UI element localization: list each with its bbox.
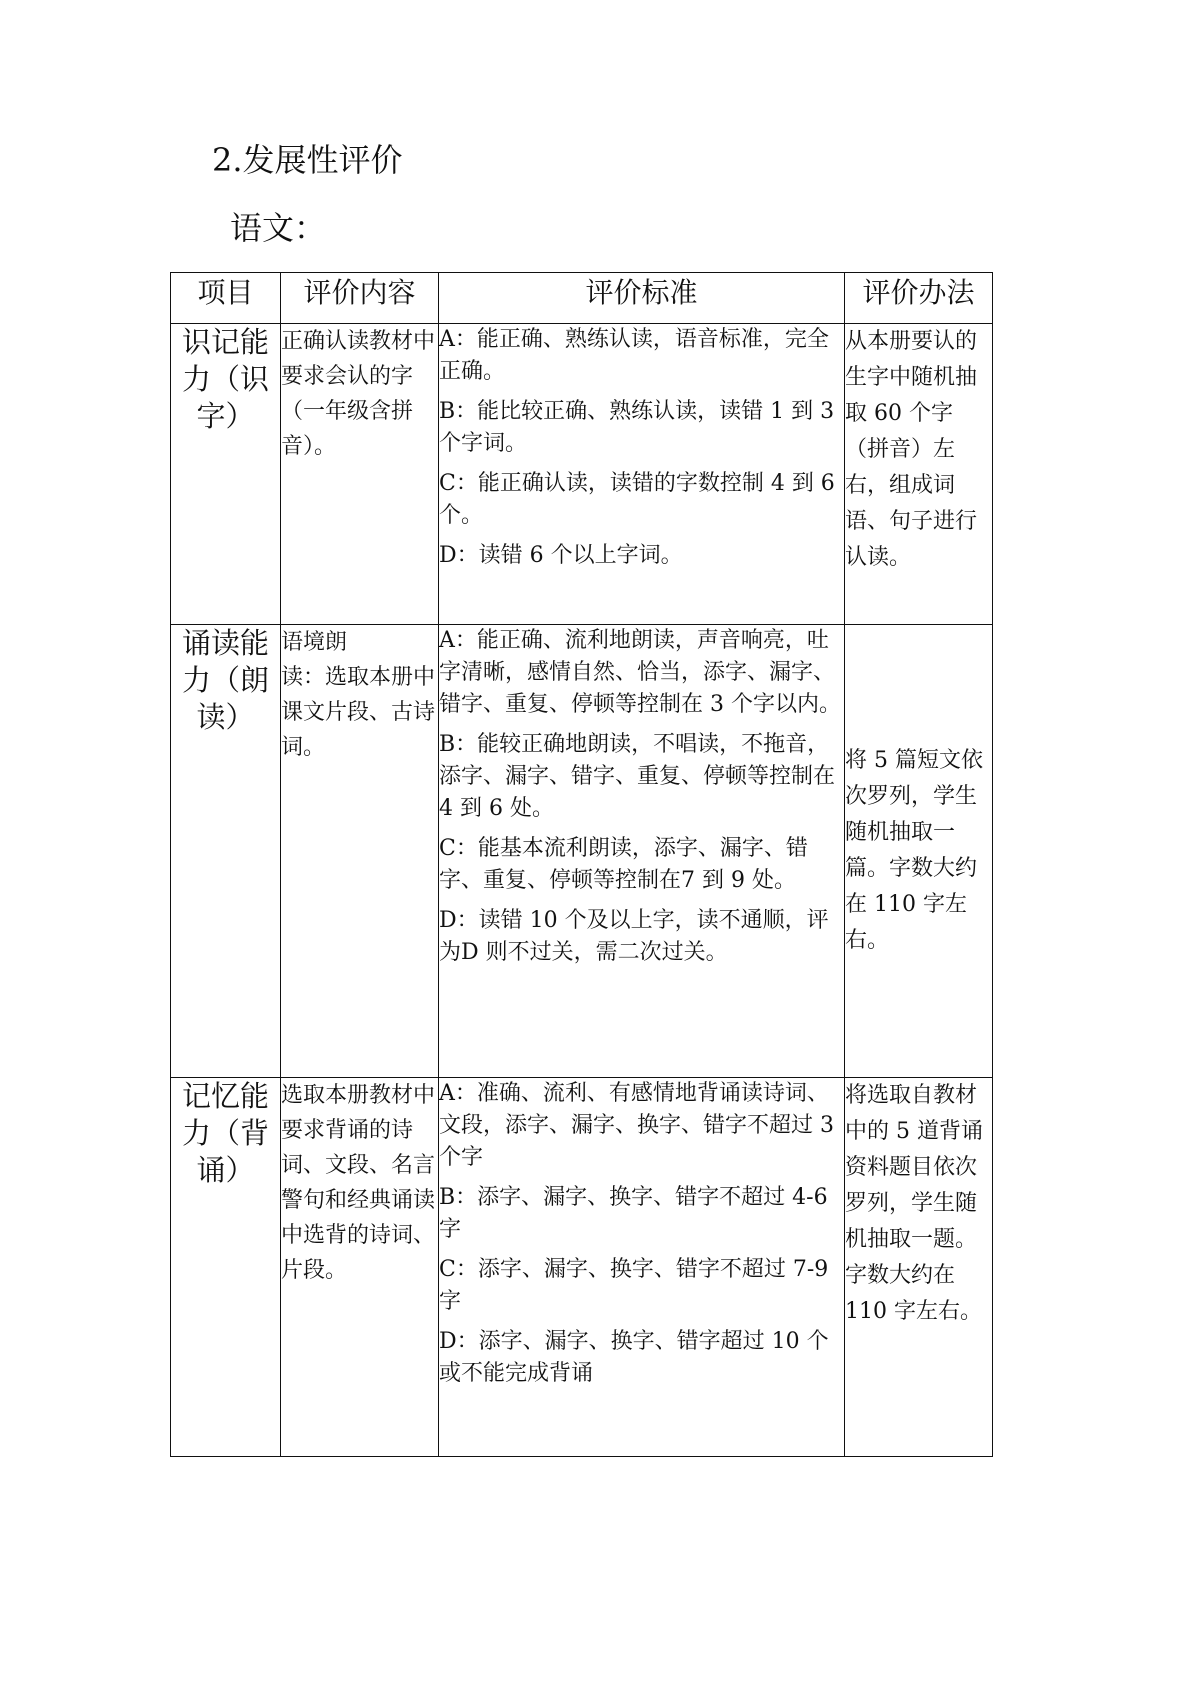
standard-b: B：能比较正确、熟练认读，读错 1 到 3 个字词。 xyxy=(439,399,835,456)
header-project: 项目 xyxy=(171,273,281,324)
standard-a: A：能正确、熟练认读，语音标准，完全正确。 xyxy=(439,327,829,384)
header-method: 评价办法 xyxy=(845,273,993,324)
standard-c: C：能基本流利朗读，添字、漏字、错字、重复、停顿等控制在7 到 9 处。 xyxy=(439,836,808,893)
method-cell: 将 5 篇短文依次罗列，学生随机抽取一篇。字数大约在 110 字左右。 xyxy=(845,625,993,1078)
content-cell xyxy=(281,1078,439,1457)
standard-d: D：读错 10 个及以上字，读不通顺，评为D 则不过关，需二次过关。 xyxy=(439,908,829,965)
header-standard: 评价标准 xyxy=(439,273,845,324)
standard-cell xyxy=(439,324,845,625)
project-cell: 诵读能力（朗读） xyxy=(171,625,281,1078)
table-row xyxy=(171,1078,993,1457)
table-header-row xyxy=(171,273,993,324)
section-heading: 2.发展性评价 xyxy=(212,141,403,179)
standard-d: D：读错 6 个以上字词。 xyxy=(439,543,683,568)
evaluation-table xyxy=(170,272,993,1457)
standard-cell xyxy=(439,1078,845,1457)
standard-b: B：添字、漏字、换字、错字不超过 4-6 字 xyxy=(439,1185,828,1242)
standard-b: B：能较正确地朗读，不唱读，不拖音，添字、漏字、错字、重复、停顿等控制在 4 到 6 处。 xyxy=(439,732,836,821)
standard-a: A：能正确、流利地朗读，声音响亮，吐字清晰，感情自然、恰当，添字、漏字、错字、重复、停顿等控制在 3 个字以内。 xyxy=(439,628,841,717)
standard-d: D：添字、漏字、换字、错字超过 10 个或不能完成背诵 xyxy=(439,1329,829,1386)
content-text: 语境朗 xyxy=(281,630,348,655)
method-cell: 从本册要认的生字中随机抽取 60 个字（拼音）左右，组成词语、句子进行认读。 xyxy=(845,324,993,625)
content-cell xyxy=(281,324,439,625)
content-text: 选取本册教材中要求背诵的诗词、文段、名言警句和经典诵读中选背的诗词、片段。 xyxy=(281,1083,436,1283)
header-content: 评价内容 xyxy=(281,273,439,324)
standard-c: C：添字、漏字、换字、错字不超过 7-9 字 xyxy=(439,1257,829,1314)
project-cell: 识记能力（识字） xyxy=(171,324,281,625)
content-text: 正确认读教材中要求会认的字（一年级含拼音）。 xyxy=(281,329,436,459)
table-row xyxy=(171,625,993,1078)
project-cell: 记忆能力（背诵） xyxy=(171,1078,281,1457)
table-row xyxy=(171,324,993,625)
content-cell xyxy=(281,625,439,1078)
standard-cell xyxy=(439,625,845,1078)
content-text: 读：选取本册中课文片段、古诗词。 xyxy=(281,665,436,760)
method-cell: 将选取自教材中的 5 道背诵资料题目依次罗列，学生随机抽取一题。字数大约在 110 字左右。 xyxy=(845,1078,993,1457)
subject-label: 语文： xyxy=(230,209,327,247)
standard-c: C：能正确认读，读错的字数控制 4 到 6 个。 xyxy=(439,471,835,528)
standard-a: A：准确、流利、有感情地背诵读诗词、文段，添字、漏字、换字、错字不超过 3 个字 xyxy=(439,1081,834,1170)
